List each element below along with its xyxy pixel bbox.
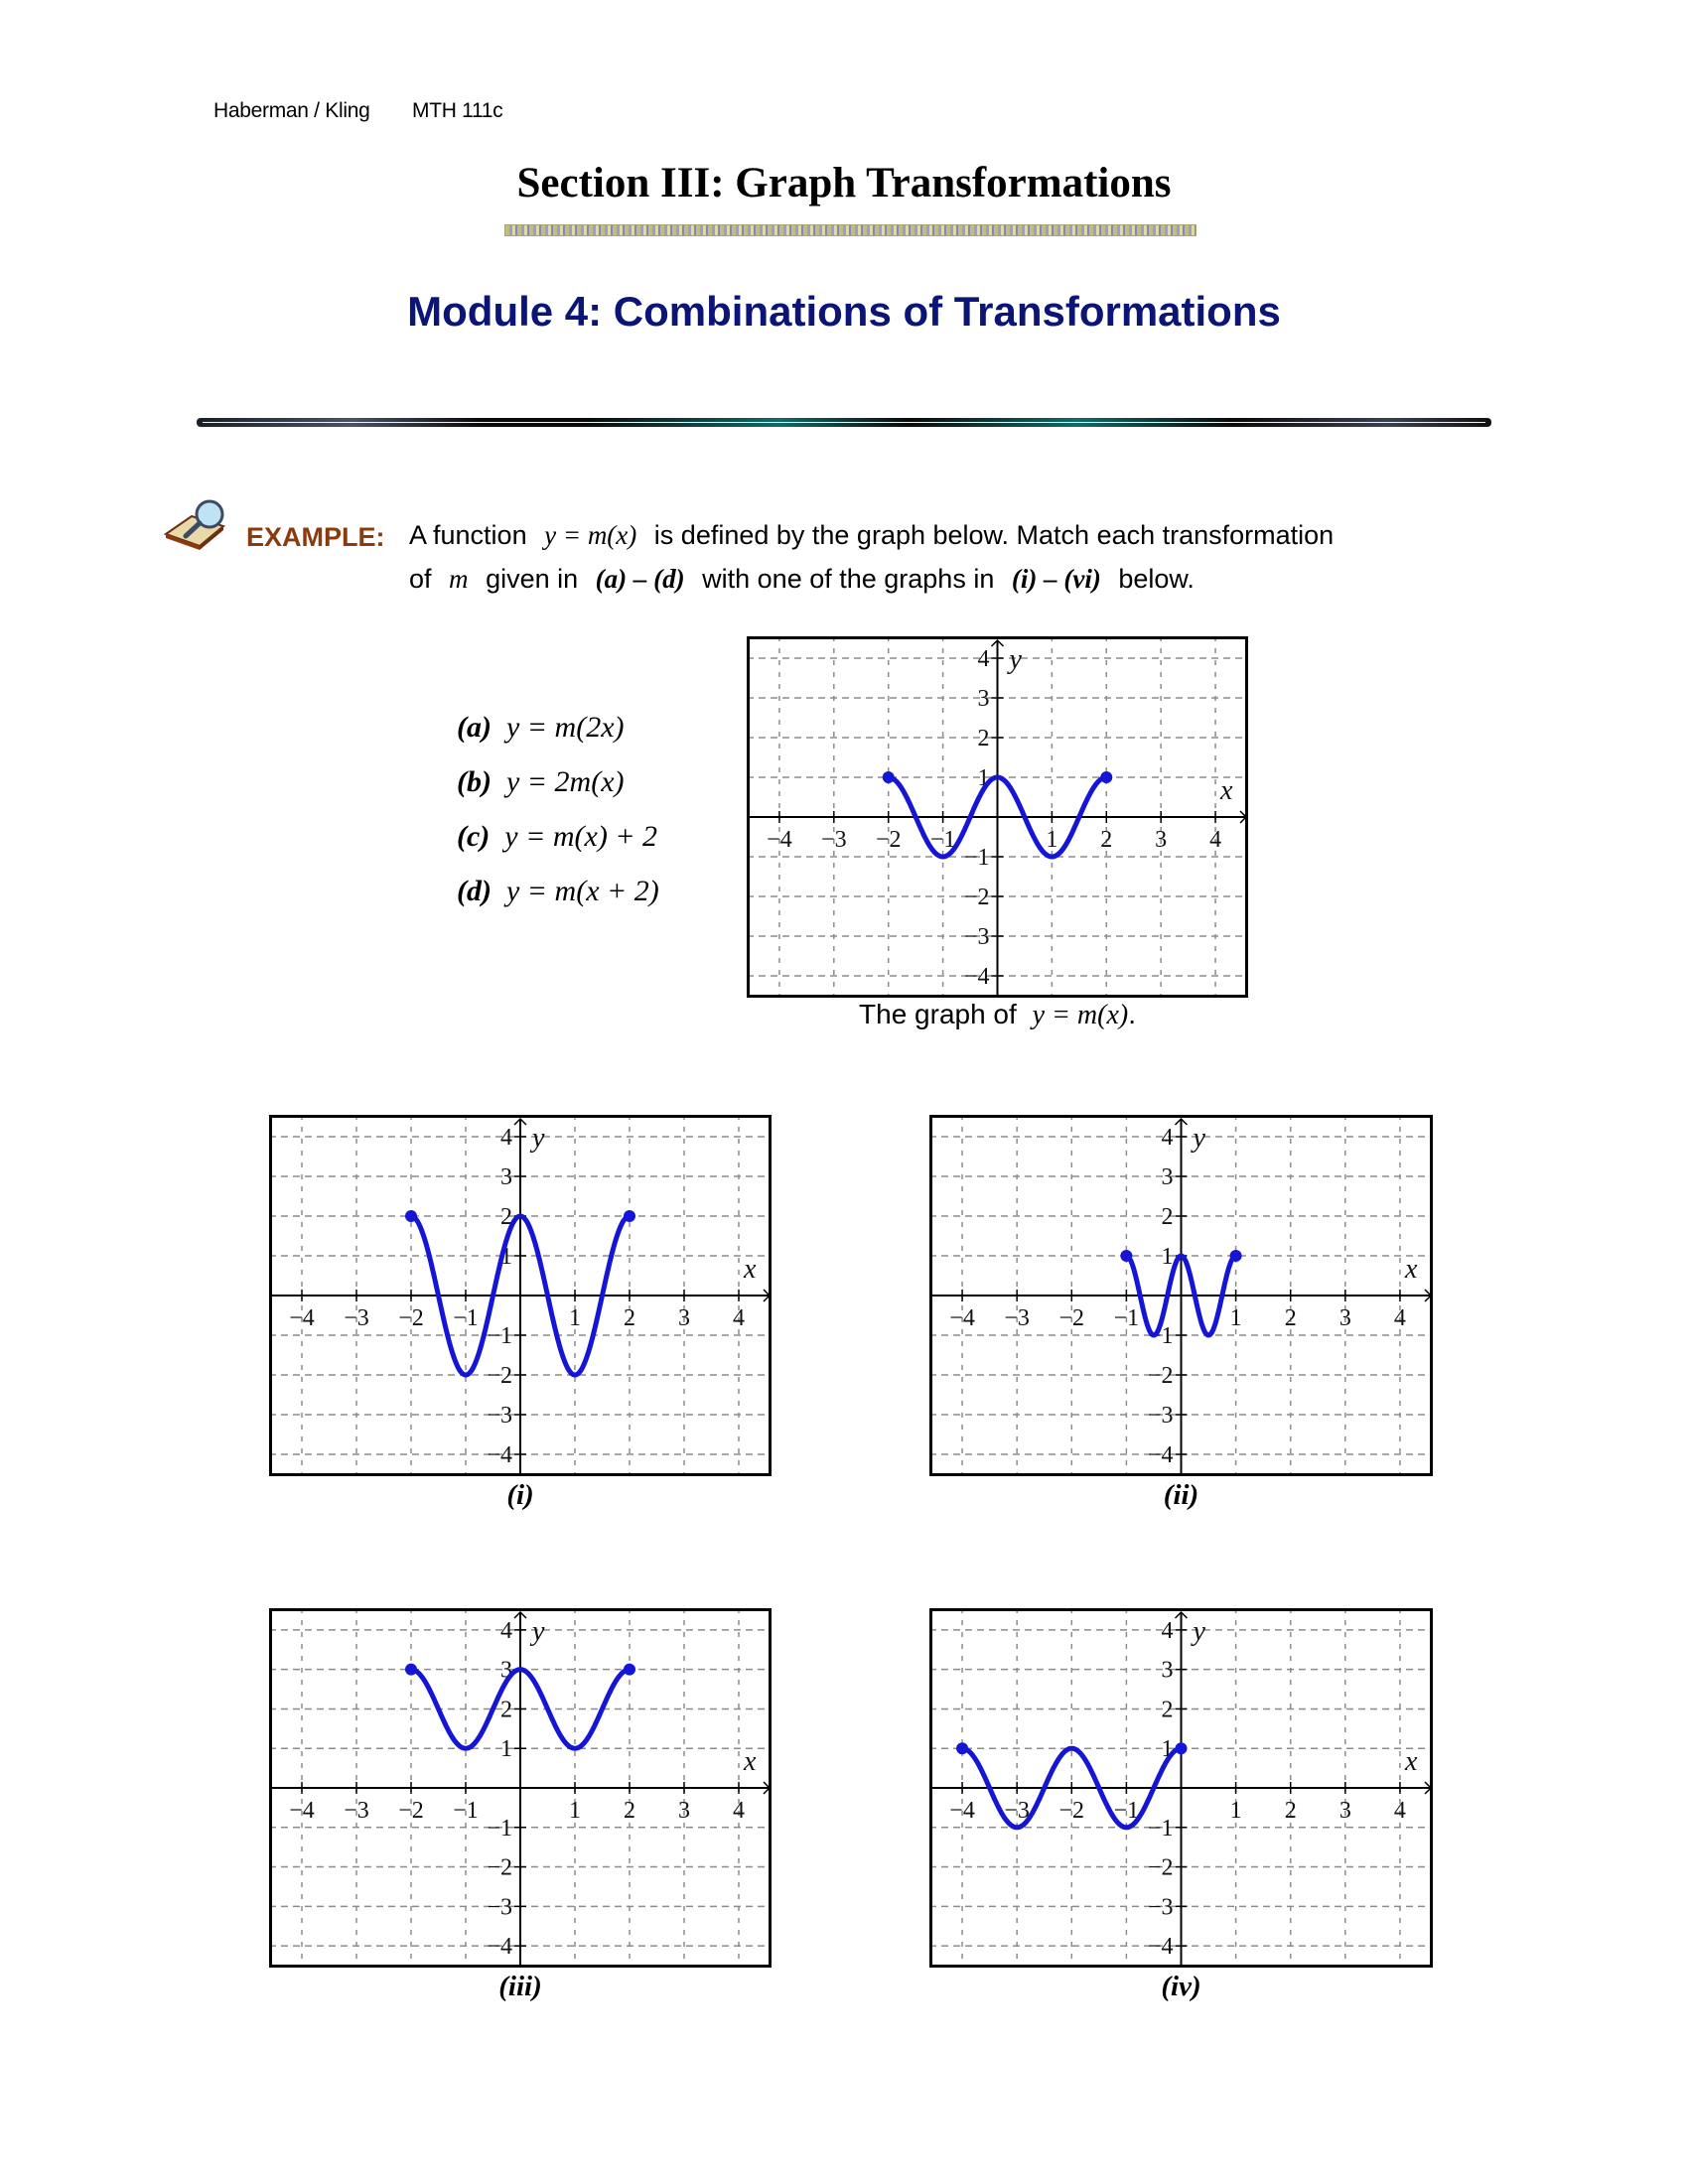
transformation-d-label: (d) (457, 875, 492, 907)
transformation-b-label: (b) (457, 765, 492, 798)
svg-text:−1: −1 (1113, 1798, 1140, 1824)
svg-text:1: 1 (1229, 1305, 1242, 1331)
svg-text:−1: −1 (487, 1815, 512, 1842)
svg-text:−4: −4 (487, 1442, 512, 1468)
svg-text:3: 3 (678, 1798, 690, 1824)
svg-text:y: y (1193, 1615, 1205, 1647)
svg-text:3: 3 (1161, 1164, 1174, 1190)
svg-text:−1: −1 (1147, 1815, 1174, 1842)
svg-text:−4: −4 (1147, 1442, 1174, 1468)
svg-text:2: 2 (1100, 827, 1113, 853)
svg-text:1: 1 (500, 1244, 512, 1270)
svg-text:−4: −4 (963, 964, 990, 990)
svg-text:−4: −4 (487, 1934, 512, 1961)
transformation-d-equation: y = m(x + 2) (505, 875, 659, 907)
svg-text:4: 4 (1209, 827, 1222, 853)
svg-text:4: 4 (500, 1125, 512, 1151)
coordinate-plane (269, 1115, 772, 1476)
svg-text:4: 4 (1393, 1798, 1406, 1824)
svg-text:−1: −1 (487, 1323, 512, 1349)
svg-text:y: y (532, 1123, 545, 1154)
svg-text:−2: −2 (1058, 1305, 1085, 1331)
example-label: EXAMPLE: (246, 522, 385, 552)
main-graph-caption-pre: The graph of (859, 999, 1017, 1029)
svg-text:4: 4 (500, 1617, 512, 1644)
transformation-a-equation: y = m(2x) (505, 711, 625, 744)
svg-text:−1: −1 (453, 1798, 479, 1824)
svg-text:−3: −3 (1147, 1894, 1174, 1921)
svg-text:2: 2 (977, 726, 990, 751)
svg-text:3: 3 (1161, 1657, 1174, 1684)
svg-text:−4: −4 (289, 1305, 315, 1331)
svg-text:4: 4 (1161, 1125, 1174, 1151)
svg-text:4: 4 (733, 1305, 745, 1331)
svg-text:−2: −2 (487, 1363, 512, 1389)
example-line2-var: m (449, 564, 469, 594)
transformation-d (457, 875, 659, 908)
endpoint-dot (405, 1210, 417, 1222)
svg-text:−3: −3 (487, 1894, 512, 1921)
svg-text:1: 1 (569, 1305, 581, 1331)
svg-text:−2: −2 (1147, 1854, 1174, 1881)
svg-text:−3: −3 (821, 827, 847, 853)
svg-text:1: 1 (569, 1798, 581, 1824)
transformation-c (457, 820, 657, 854)
module-title: Module 4: Combinations of Transformations (407, 288, 1281, 335)
svg-text:−1: −1 (963, 845, 990, 871)
example-line2-range1: (a) – (d) (595, 564, 685, 594)
svg-text:3: 3 (1338, 1305, 1351, 1331)
endpoint-dot (1120, 1250, 1132, 1262)
svg-text:−4: −4 (767, 827, 792, 853)
main-graph-caption-post: . (1128, 999, 1136, 1029)
endpoint-dot (624, 1664, 635, 1676)
svg-text:3: 3 (500, 1657, 512, 1684)
endpoint-dot (624, 1210, 635, 1222)
svg-text:3: 3 (500, 1164, 512, 1190)
endpoint-dot (1100, 771, 1112, 783)
svg-text:2: 2 (624, 1798, 635, 1824)
graph-ii (929, 1115, 1433, 1476)
endpoint-dot (1230, 1250, 1242, 1262)
transformation-c-label: (c) (457, 820, 491, 853)
endpoint-dot (405, 1664, 417, 1676)
graph-iv (929, 1608, 1433, 1968)
svg-text:−3: −3 (1004, 1798, 1030, 1824)
svg-text:2: 2 (624, 1305, 635, 1331)
svg-text:−3: −3 (344, 1305, 369, 1331)
coordinate-plane (269, 1608, 772, 1968)
endpoint-dot (1176, 1742, 1188, 1754)
section-title: Section III: Graph Transformations (516, 160, 1172, 206)
endpoint-dot (956, 1742, 968, 1754)
svg-text:x: x (1405, 1746, 1418, 1778)
graph-i-caption: (i) (506, 1479, 534, 1511)
svg-text:−4: −4 (289, 1798, 315, 1824)
svg-text:−1: −1 (1113, 1305, 1140, 1331)
svg-text:−3: −3 (344, 1798, 369, 1824)
decorative-divider (504, 224, 1196, 236)
coordinate-plane (747, 636, 1248, 998)
svg-text:3: 3 (1155, 827, 1168, 853)
svg-text:3: 3 (977, 686, 990, 712)
example-line1-pre: A function (409, 520, 527, 550)
graph-iii-caption: (iii) (498, 1971, 542, 2002)
svg-text:−2: −2 (1147, 1363, 1174, 1389)
example-line2-range2: (i) – (vi) (1011, 564, 1101, 594)
example-line2-mid2: with one of the graphs in (702, 564, 995, 594)
main-graph-caption (747, 999, 1248, 1031)
graph-i (269, 1115, 772, 1476)
svg-text:2: 2 (1284, 1305, 1297, 1331)
svg-text:−3: −3 (1147, 1403, 1174, 1429)
svg-text:−2: −2 (963, 885, 990, 910)
example-line-2 (409, 564, 1195, 595)
svg-text:2: 2 (500, 1204, 512, 1230)
example-line-1 (409, 520, 1334, 551)
example-line1-equation: y = m(x) (544, 520, 637, 550)
transformation-a (457, 711, 625, 745)
svg-text:2: 2 (1161, 1204, 1174, 1230)
graph-ii-caption: (ii) (1163, 1479, 1199, 1511)
svg-text:x: x (744, 1254, 757, 1285)
horizontal-rule (197, 418, 1491, 427)
svg-text:2: 2 (1284, 1798, 1297, 1824)
header-course: MTH 111c (412, 99, 503, 122)
transformation-a-label: (a) (457, 711, 492, 744)
coordinate-plane (929, 1115, 1433, 1476)
svg-text:1: 1 (1161, 1736, 1174, 1763)
svg-text:−3: −3 (963, 924, 990, 950)
svg-text:4: 4 (1161, 1617, 1174, 1644)
magnifier-book-icon (162, 496, 241, 552)
svg-text:y: y (1193, 1123, 1205, 1154)
svg-text:1: 1 (500, 1736, 512, 1763)
transformation-c-equation: y = m(x) + 2 (504, 820, 658, 853)
graph-iv-caption: (iv) (1161, 1971, 1201, 2002)
svg-text:2: 2 (500, 1697, 512, 1723)
svg-text:1: 1 (1046, 827, 1058, 853)
header-authors: Haberman / Kling (213, 99, 370, 122)
svg-text:−2: −2 (875, 827, 902, 853)
svg-text:−3: −3 (1004, 1305, 1030, 1331)
example-line2-pre: of (409, 564, 432, 594)
svg-text:−4: −4 (949, 1798, 975, 1824)
svg-text:x: x (1220, 775, 1233, 806)
svg-text:3: 3 (1338, 1798, 1351, 1824)
svg-text:y: y (1009, 644, 1022, 675)
svg-text:4: 4 (1393, 1305, 1406, 1331)
svg-text:1: 1 (1229, 1798, 1242, 1824)
svg-text:1: 1 (977, 765, 990, 791)
svg-text:−1: −1 (453, 1305, 479, 1331)
svg-text:3: 3 (678, 1305, 690, 1331)
svg-text:−4: −4 (949, 1305, 975, 1331)
svg-text:−4: −4 (1147, 1934, 1174, 1961)
graph-main (747, 636, 1248, 998)
svg-text:x: x (1405, 1254, 1418, 1285)
svg-text:2: 2 (1161, 1697, 1174, 1723)
svg-text:−2: −2 (487, 1854, 512, 1881)
example-line1-post: is defined by the graph below. Match each transformation (653, 520, 1335, 550)
svg-text:−3: −3 (487, 1403, 512, 1429)
transformation-b (457, 765, 625, 799)
transformation-b-equation: y = 2m(x) (505, 765, 625, 798)
svg-text:−2: −2 (1058, 1798, 1085, 1824)
svg-text:1: 1 (1161, 1244, 1174, 1270)
svg-text:−1: −1 (929, 827, 956, 853)
svg-text:x: x (744, 1746, 757, 1778)
coordinate-plane (929, 1608, 1433, 1968)
example-line2-post: below. (1118, 564, 1195, 594)
example-line2-mid1: given in (486, 564, 579, 594)
svg-text:−1: −1 (1147, 1323, 1174, 1349)
endpoint-dot (883, 771, 895, 783)
graph-iii (269, 1608, 772, 1968)
main-graph-caption-equation: y = m(x) (1032, 1000, 1129, 1030)
svg-text:y: y (532, 1615, 545, 1647)
svg-text:4: 4 (733, 1798, 745, 1824)
svg-text:−2: −2 (398, 1798, 424, 1824)
svg-text:4: 4 (977, 646, 990, 672)
svg-text:−2: −2 (398, 1305, 424, 1331)
